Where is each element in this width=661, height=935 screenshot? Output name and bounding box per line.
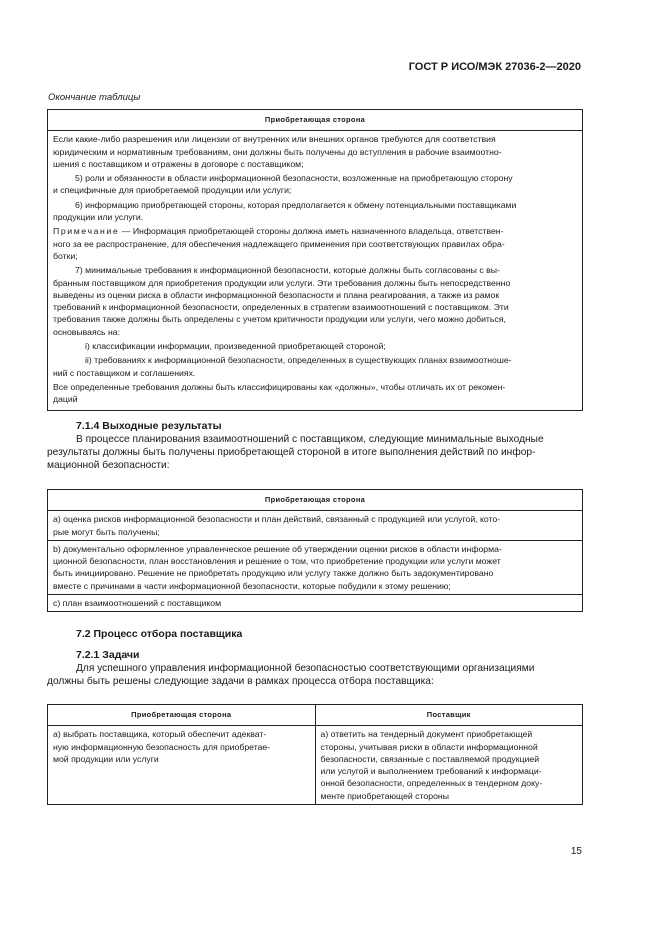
table-cell xyxy=(48,540,583,594)
list-item-i: i) классификации информации, произведенной приобретающей стороной; xyxy=(85,341,386,352)
table-cell xyxy=(48,595,583,612)
document-header: ГОСТ Р ИСО/МЭК 27036-2—2020 xyxy=(408,61,581,73)
paragraph-information: 6) информацию приобретающей стороны, которая предполагается к обмену потенциальными поставщиками продукции или услуги. xyxy=(53,199,517,223)
acquirer-task-cell: а) выбрать поставщика, который обеспечит адекват- ную информационную безопасность для приобретае- мой продукции или услуги xyxy=(48,726,316,805)
list-item-ii: ii) требованиях к информационной безопасности, определенных в существующих планах взаимоотноше- ний с поставщиком и соглашениях. xyxy=(53,355,512,378)
section-title-7-2-1: 7.2.1 Задачи xyxy=(76,649,140,661)
table-header: Приобретающая сторона xyxy=(48,110,583,131)
tasks-table xyxy=(47,704,583,805)
paragraph-classification: Все определенные требования должны быть классифицированы как «должны», чтобы отличать их от рекомен- даций xyxy=(53,381,506,405)
table-header: Приобретающая сторона xyxy=(48,490,583,511)
paragraph-roles: 5) роли и обязанности в области информационной безопасности, возложенные на приобретающую сторону и специфичные для приобретаемой продукции или услуги; xyxy=(53,173,513,196)
note: Примечание — Информация приобретающей стороны должна иметь назначенного владельца, ответствен- ного за ее распространение, для обеспечения надлежащего применения при соответствующих правилах обра- ботки; xyxy=(53,226,505,261)
paragraph-licenses: Если какие-либо разрешения или лицензии от внутренних или внешних органов требуются для соответствия юридическим и нормативным требованиям, они должны быть получены до вступления в рабочие взаимоотно- шения с поставщиком и отражены в договоре с поставщиком; xyxy=(53,134,502,169)
page-number: 15 xyxy=(570,846,582,857)
table-cell xyxy=(48,511,583,541)
list-item-c: c) план взаимоотношений с поставщиком xyxy=(53,598,222,609)
list-item-a: а) оценка рисков информационной безопасности и план действий, связанный с продукцией или услугой, кото- рые могут быть получены; xyxy=(53,514,501,537)
section-7-2-1-intro: Для успешного управления информационной безопасностью соответствующими организациями должны быть решены следующие задачи в рамках процесса отбора поставщика: xyxy=(47,663,535,688)
column-header-supplier: Поставщик xyxy=(315,705,583,726)
supplier-task-cell: а) ответить на тендерный документ приобретающей стороны, учитывая риски в области информационной безопасности, связанные с поставляемой продукцией или услугой и выполнением требований к информаци- онной безопасности, определенных в тендерном доку- менте приобретающей стороны xyxy=(315,726,583,805)
table-continuation-caption: Окончание таблицы xyxy=(48,92,141,103)
section-7-1-4-intro: В процессе планирования взаимоотношений с поставщиком, следующие минимальные выходные результаты должны быть получены приобретающей стороной в итоге выполнения действий по инфор- мационной безопасности: xyxy=(47,434,544,472)
section-title-7-1-4: 7.1.4 Выходные результаты xyxy=(76,420,222,432)
outputs-table xyxy=(47,489,583,612)
paragraph-min-requirements: 7) минимальные требования к информационной безопасности, которые должны быть согласованы с вы- бранным поставщиком для приобретения продукции или услуги. Эти требования должны быть непосредственно выведены из оценки риска в области информационной безопасности и плана реагирования, а также из рамок требований к информационной безопасности, определенных в стратегии взаимоотношений с поставщиком. Эти требования также должны быть определены с учетом критичности продукции или услуги, чего можно добиться, основываясь на: xyxy=(53,265,511,337)
list-item-b: b) документально оформленное управленческое решение об утверждении оценки рисков в области информа- ционной безопасности, план восстановления и решение о том, что приобретение продукции или услуги может быть инициировано. Решение не приобретать продукцию или услугу также должно быть задокументировано вместе с причинами в части информационной безопасности, которые побудили к этому решению; xyxy=(53,543,502,591)
section-title-7-2: 7.2 Процесс отбора поставщика xyxy=(76,628,243,640)
note-label: Примечание xyxy=(53,226,120,237)
acquirer-table-continued xyxy=(47,109,583,411)
table-cell xyxy=(48,131,583,410)
column-header-acquirer: Приобретающая сторона xyxy=(48,705,316,726)
